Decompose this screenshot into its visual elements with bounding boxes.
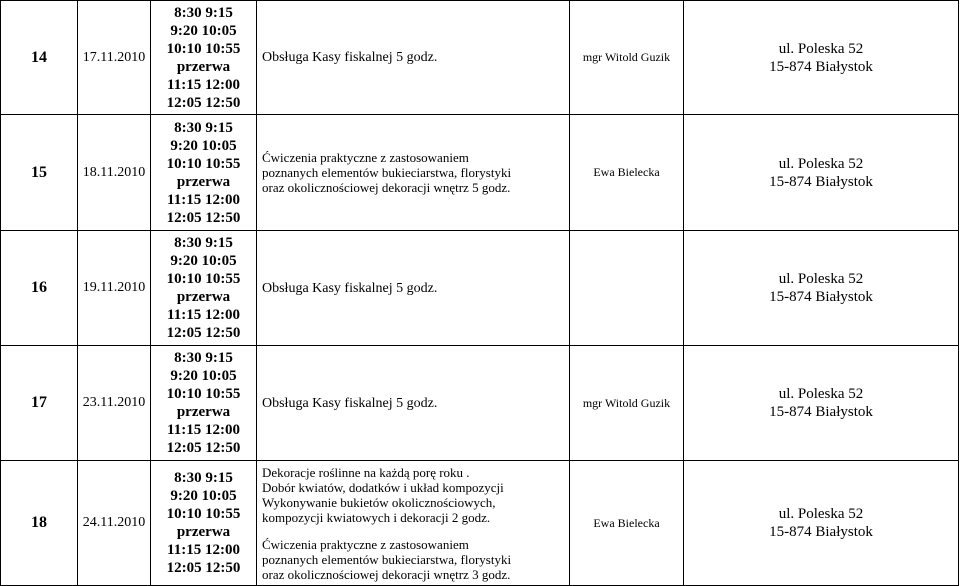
break-label: przerwa [176,524,231,540]
teacher-name: mgr Witold Guzik [570,1,684,115]
subject-line: oraz okolicznościowej dekoracji wnętrz 3 godz. [262,566,511,582]
time-slot: 11:15 12:00 [167,542,240,558]
time-slot: 8:30 9:15 [174,235,233,251]
subject-line: Dekoracje roślinne na każdą porę roku . [262,464,470,480]
time-slots [151,115,257,231]
table-row [1,231,959,346]
time-slots [151,461,257,586]
time-slot: 9:20 10:05 [170,368,237,384]
subject-line: Ćwiczenia praktyczne z zastosowaniem [262,150,469,165]
time-slot: 10:10 10:55 [166,155,241,172]
address-cell [684,231,959,346]
address-city: 15-874 Białystok [769,524,873,540]
time-slot: 10:10 10:55 [166,506,241,522]
time-slot: 11:15 12:00 [167,191,240,208]
time-slot: 12:05 12:50 [166,560,241,576]
time-slot: 9:20 10:05 [170,22,237,39]
address-city: 15-874 Białystok [769,404,873,420]
subject-cell [257,461,570,586]
subject-cell [257,231,570,346]
time-slot: 11:15 12:00 [167,76,240,93]
subject-cell [257,346,570,461]
break-label: przerwa [176,404,231,420]
time-slots [151,346,257,461]
time-slot: 8:30 9:15 [174,4,233,21]
break-label: przerwa [176,289,231,305]
subject-line: Dobór kwiatów, dodatków i układ kompozycji [262,479,504,495]
address-cell [684,461,959,586]
time-slot: 10:10 10:55 [166,386,241,402]
subject-spacer [262,525,569,537]
time-slot: 8:30 9:15 [174,350,233,366]
time-slot: 10:10 10:55 [166,271,241,287]
address-street: ul. Poleska 52 [778,155,864,172]
subject-line: kompozycji kwiatowych i dekoracji 2 godz. [262,509,491,525]
table-row [1,115,959,231]
address-city: 15-874 Białystok [769,58,873,75]
subject-line: Ćwiczenia praktyczne z zastosowaniem [262,536,469,552]
address-street: ul. Poleska 52 [778,271,864,287]
subject-line: poznanych elementów bukieciarstwa, florystyki [262,551,512,567]
address-street: ul. Poleska 52 [778,506,864,522]
row-number: 18 [1,461,78,586]
row-date: 17.11.2010 [78,1,151,115]
address-city: 15-874 Białystok [769,289,873,305]
address-cell [684,346,959,461]
time-slot: 12:05 12:50 [166,325,241,341]
subject-line: Obsługa Kasy fiskalnej 5 godz. [262,280,438,296]
subject-line: Obsługa Kasy fiskalnej 5 godz. [262,395,438,411]
address-city: 15-874 Białystok [769,173,873,190]
time-slot: 8:30 9:15 [174,119,233,136]
table-row [1,1,959,115]
time-slot: 9:20 10:05 [170,488,237,504]
time-slot: 11:15 12:00 [167,422,240,438]
time-slot: 9:20 10:05 [170,253,237,269]
teacher-name [570,231,684,346]
row-date: 18.11.2010 [78,115,151,231]
time-slot: 12:05 12:50 [166,94,241,111]
teacher-name: Ewa Bielecka [570,461,684,586]
time-slot: 11:15 12:00 [167,307,240,323]
teacher-name: Ewa Bielecka [570,115,684,231]
subject-line: Obsługa Kasy fiskalnej 5 godz. [262,50,438,65]
row-number: 16 [1,231,78,346]
subject-cell [257,1,570,115]
row-date: 24.11.2010 [78,461,151,586]
row-number: 15 [1,115,78,231]
row-number: 14 [1,1,78,115]
row-date: 19.11.2010 [78,231,151,346]
break-label: przerwa [176,58,231,75]
subject-cell [257,115,570,231]
address-cell [684,1,959,115]
address-street: ul. Poleska 52 [778,386,864,402]
time-slot: 12:05 12:50 [166,440,241,456]
subject-line: poznanych elementów bukieciarstwa, florystyki [262,165,512,180]
address-street: ul. Poleska 52 [778,40,864,57]
row-number: 17 [1,346,78,461]
time-slot: 12:05 12:50 [166,209,241,226]
time-slot: 8:30 9:15 [174,470,233,486]
time-slots [151,1,257,115]
address-cell [684,115,959,231]
subject-line: oraz okolicznościowej dekoracji wnętrz 5 godz. [262,180,511,195]
time-slot: 10:10 10:55 [166,40,241,57]
teacher-name: mgr Witold Guzik [570,346,684,461]
table-row [1,346,959,461]
table-row [1,461,959,586]
break-label: przerwa [176,173,231,190]
time-slots [151,231,257,346]
row-date: 23.11.2010 [78,346,151,461]
time-slot: 9:20 10:05 [170,137,237,154]
subject-line: Wykonywanie bukietów okolicznościowych, [262,494,496,510]
